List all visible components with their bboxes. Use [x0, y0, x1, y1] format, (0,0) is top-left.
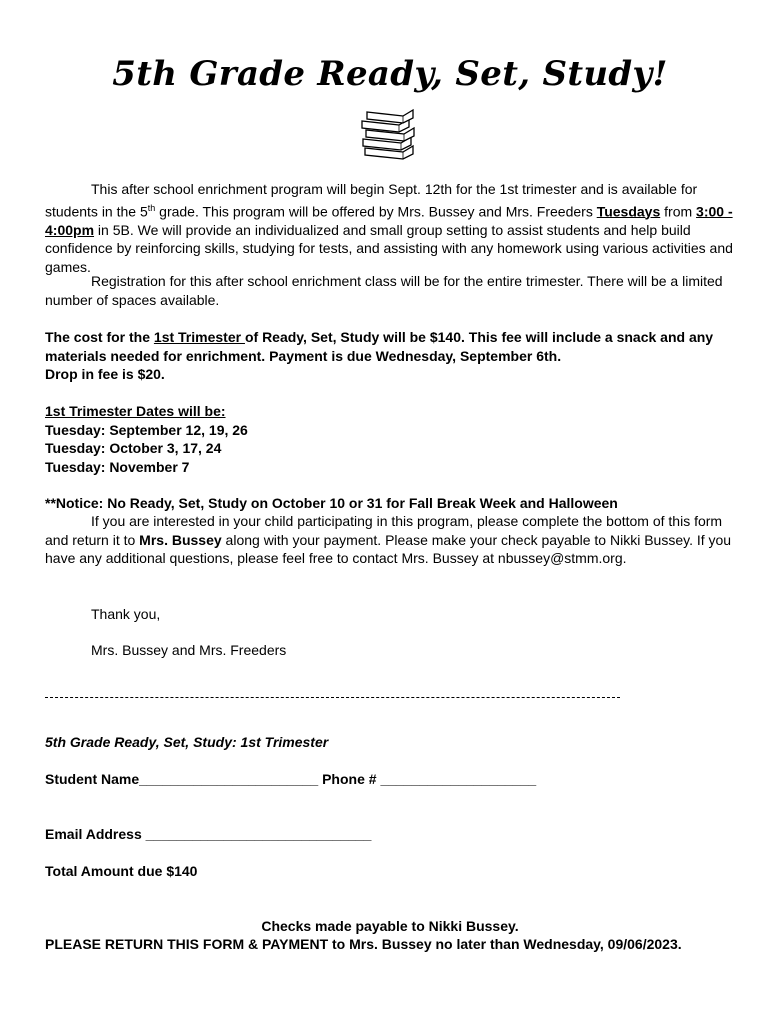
- trimester-dates: [45, 402, 735, 476]
- checks-payable-note: Checks made payable to Nikki Bussey.: [261, 918, 519, 934]
- page-title: 5th Grade Ready, Set, Study!: [112, 54, 668, 94]
- email-address-field[interactable]: Email Address _____________________________: [45, 826, 372, 842]
- registration-paragraph: Registration for this after school enrichment class will be for the entire trimester. There will be a limited number of spaces available.: [45, 273, 723, 308]
- notice-line: **Notice: No Ready, Set, Study on October 10 or 31 for Fall Break Week and Halloween: [45, 495, 618, 511]
- cost-paragraph: The cost for the 1st Trimester of Ready, Set, Study will be $140. This fee will include a snack and any materials needed for enrichment. Payment is due Wednesday, September 6th. Drop in fee is $20.: [45, 329, 714, 382]
- date-line: Tuesday: September 12, 19, 26: [45, 421, 248, 438]
- interest-paragraph: If you are interested in your child participating in this program, please complete the bottom of this form and return it to Mrs. Bussey along with your payment. Please make your check payable to Nikki Bussey. If you have any additional questions, please feel free to contact Mrs. Bussey at nbussey@stmm.org.: [45, 513, 732, 566]
- student-name-phone-field[interactable]: Student Name_______________________ Phone # ____________________: [45, 771, 537, 787]
- stack-of-books-icon: [357, 108, 419, 160]
- date-line: Tuesday: October 3, 17, 24: [45, 440, 222, 456]
- intro-paragraph: This after school enrichment program will begin Sept. 12th for the 1st trimester and is available for students in the 5th grade. This program will be offered by Mrs. Bussey and Mrs. Freeders Tuesdays from 3:00 - 4:00pm in 5B. We will provide an individualized and small group setting to assist students and help build confidence by reinforcing skills, studying for tests, and assisting with any homework using various activities and games.: [45, 181, 733, 275]
- form-heading: 5th Grade Ready, Set, Study: 1st Trimester: [45, 734, 329, 750]
- date-line: Tuesday: November 7: [45, 458, 190, 475]
- cut-line-divider: [45, 697, 620, 698]
- return-instructions: PLEASE RETURN THIS FORM & PAYMENT to Mrs. Bussey no later than Wednesday, 09/06/2023.: [45, 936, 682, 952]
- signature: Mrs. Bussey and Mrs. Freeders: [91, 642, 287, 658]
- dates-heading: 1st Trimester Dates will be:: [45, 403, 226, 419]
- total-amount-due: Total Amount due $140: [45, 863, 198, 879]
- thank-you: Thank you,: [91, 606, 161, 622]
